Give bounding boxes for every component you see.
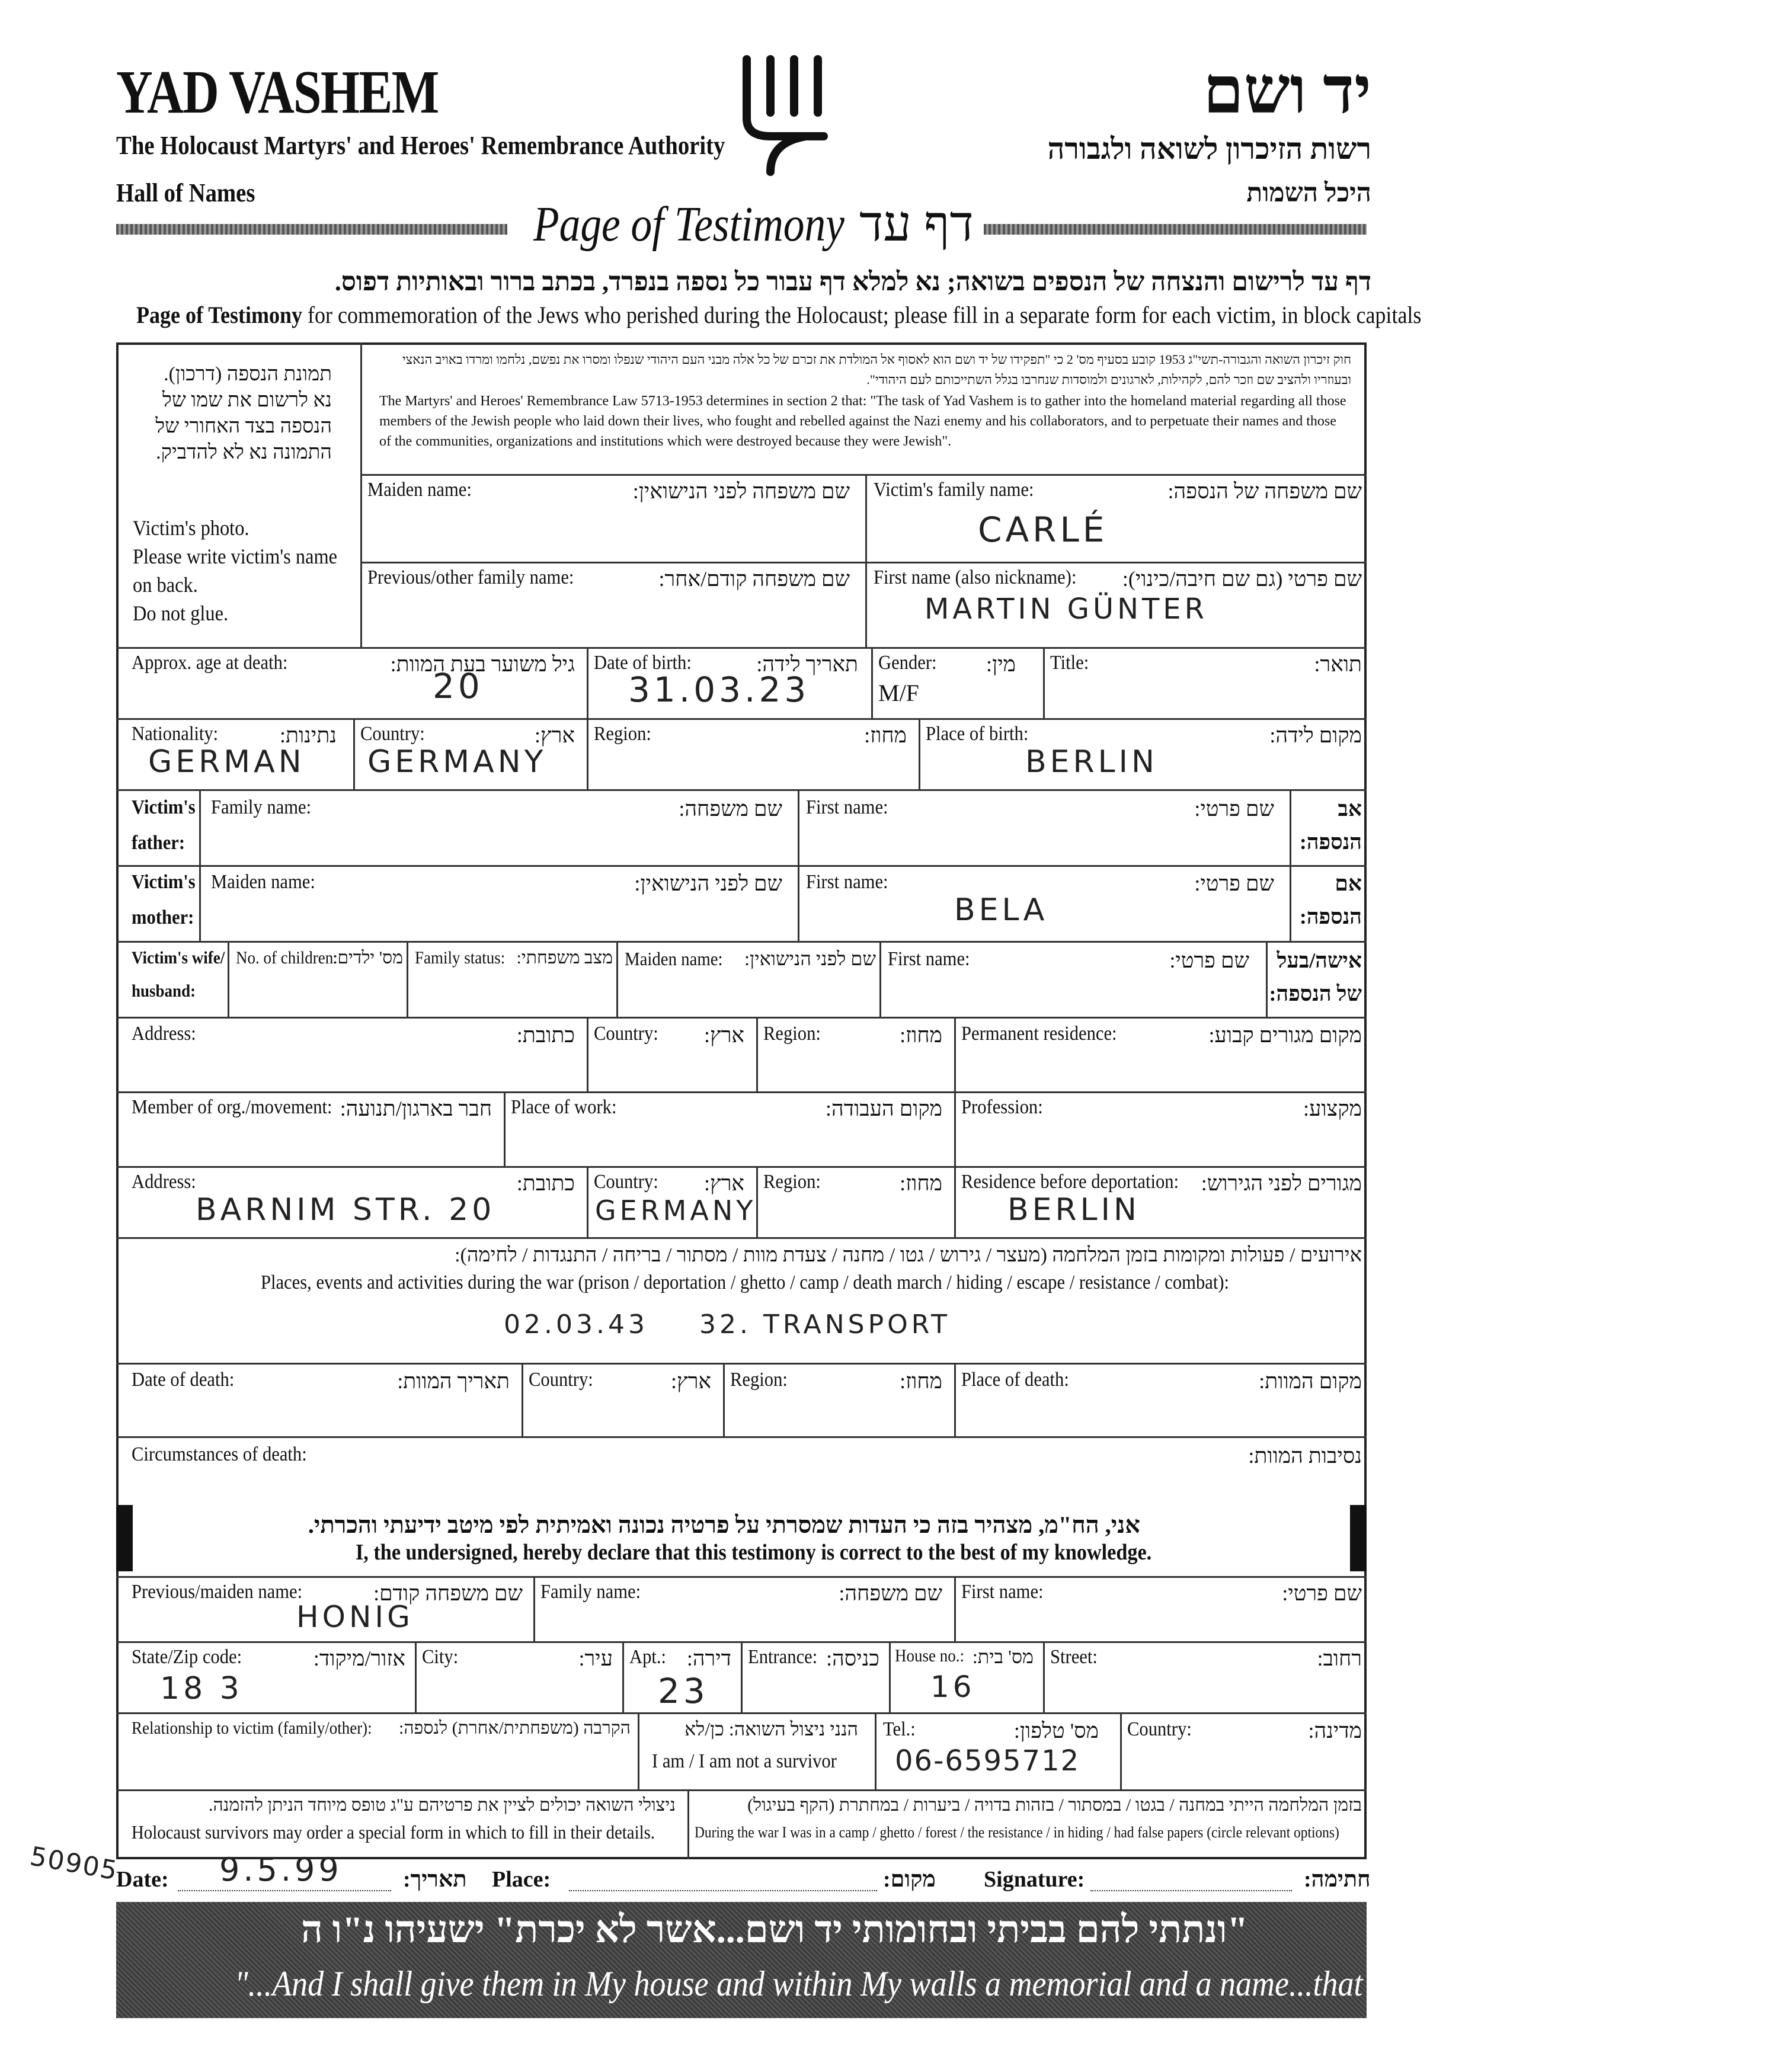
family-status-label: Family status: <box>415 948 506 968</box>
house-value[interactable]: 16 <box>930 1670 975 1704</box>
survivor-note-en: Holocaust survivors may order a special form in which to fill in their details. <box>132 1821 655 1843</box>
col-divider <box>415 1641 417 1712</box>
nationality-value[interactable]: GERMAN <box>148 744 305 780</box>
country-value[interactable]: GERMANY <box>367 744 547 780</box>
perm-residence-label: Permanent residence: <box>961 1023 1117 1045</box>
row-divider <box>116 647 1367 649</box>
mother-maiden-label: Maiden name: <box>211 871 315 893</box>
pob-label: Place of birth: <box>926 723 1029 745</box>
col-divider <box>798 789 799 941</box>
col-divider <box>954 1166 956 1237</box>
signer-first-label: First name: <box>961 1581 1044 1603</box>
mother-first-label: First name: <box>806 871 888 893</box>
col-divider <box>875 1712 876 1789</box>
member-label-he: חבר בארגון/תנועה: <box>340 1097 492 1120</box>
maiden-name-label: Maiden name: <box>367 479 472 501</box>
signer-maiden-label: Previous/maiden name: <box>132 1581 303 1603</box>
victim-family-name-value[interactable]: CARLÉ <box>978 510 1108 550</box>
org-name-he: יד ושם <box>1203 55 1371 127</box>
age-label: Approx. age at death: <box>132 652 288 674</box>
photo-instructions-en-1: Victim's photo. <box>133 516 249 540</box>
family-name-label: Victim's family name: <box>874 479 1034 501</box>
zip-label: State/Zip code: <box>132 1646 242 1668</box>
col-divider <box>756 1166 758 1237</box>
law-text-en: The Martyrs' and Heroes' Remembrance Law 5713-1953 determines in section 2 that: "The task of Yad Vashem is to gather into the homeland material regarding all those members of the Jewish people who laid down their lives, who fought and rebelled against the Nazi enemy and his collaborators, and to perpetuate their names and those of the communities, organizations and institutions which were destroyed because they were Jewish". <box>379 393 1346 449</box>
col-divider <box>723 1363 725 1436</box>
address-label: Address: <box>132 1023 196 1045</box>
mother-maiden-label-he: שם לפני הנישואין: <box>634 872 782 895</box>
mother-label-he-1: אם <box>1335 872 1362 895</box>
age-label-he: גיל משוער בעת המוות: <box>390 652 575 676</box>
city-label: City: <box>422 1646 459 1668</box>
page-title: Page of Testimony <box>533 197 844 252</box>
war-note-he: בזמן המלחמה הייתי במחנה / בגטו / במסתור / בזהות בדויה / ביערות / במחתרת (הקף בעיגול) <box>747 1795 1362 1815</box>
nationality-label: Nationality: <box>132 723 219 745</box>
street-label: Street: <box>1050 1646 1098 1668</box>
col-divider <box>616 941 618 1017</box>
children-label-he: מס' ילדים: <box>332 948 403 968</box>
profession-label: Profession: <box>961 1096 1043 1118</box>
address-label-he: כתובת: <box>516 1023 575 1047</box>
first-name-label-he: שם פרטי (גם שם חיבה/כינוי): <box>1122 567 1362 591</box>
survivor-label-en: I am / I am not a survivor <box>652 1750 837 1772</box>
col-divider <box>954 1576 956 1641</box>
mother-first-label-he: שם פרטי: <box>1194 872 1274 895</box>
children-label: No. of children: <box>236 948 338 968</box>
photo-instructions-en-4: Do not glue. <box>133 601 229 625</box>
photo-instructions-en-3: on back. <box>133 573 198 597</box>
row-divider <box>116 1091 1367 1093</box>
scripture-banner <box>116 1902 1785 2018</box>
circumstances-label: Circumstances of death: <box>132 1443 307 1465</box>
gender-label-he: מין: <box>986 652 1016 676</box>
signature-label: Signature: <box>984 1867 1085 1892</box>
relationship-label-he: הקרבה (משפחתית/אחרת) לנספה: <box>399 1718 631 1738</box>
wife-label-he-1: אישה/בעל <box>1277 949 1362 972</box>
row-divider <box>116 941 1367 943</box>
family-name-label-he: שם משפחה של הנספה: <box>1167 479 1362 503</box>
row-divider <box>116 865 1367 867</box>
entrance-label: Entrance: <box>748 1646 818 1668</box>
events-label-en: Places, events and activities during the war (prison / deportation / ghetto / camp / death march / hiding / escape / resistance / combat): <box>261 1272 1230 1293</box>
col-divider <box>919 718 920 789</box>
dod-label-he: תאריך המוות: <box>397 1369 510 1393</box>
tel-value[interactable]: 06-6595712 <box>895 1744 1080 1778</box>
dep-country-value[interactable]: GERMANY <box>595 1194 757 1226</box>
father-first-label-he: שם פרטי: <box>1194 797 1274 821</box>
dep-residence-value[interactable]: BERLIN <box>1007 1192 1140 1228</box>
apt-label-he: דירה: <box>686 1647 731 1670</box>
region-label: Region: <box>594 723 651 745</box>
col-divider <box>879 941 881 1017</box>
signer-maiden-value[interactable]: HONIG <box>296 1600 414 1634</box>
row-divider <box>116 1237 1367 1239</box>
country-label: Country: <box>360 723 425 745</box>
photo-instructions-he: תמונת הנספה (דרכון). נא לרשום את שמו של הנספה בצד האחורי של התמונה נא לא להדביק. <box>155 363 332 463</box>
col-divider <box>622 1641 624 1712</box>
death-country-label: Country: <box>529 1369 593 1391</box>
signer-country-label: Country: <box>1127 1718 1192 1740</box>
place-label: Place: <box>492 1867 551 1892</box>
col-divider <box>587 647 588 718</box>
father-label-2: father: <box>132 832 185 854</box>
col-divider <box>741 1641 743 1712</box>
margin-number: 50905 <box>27 1841 121 1887</box>
pod-label-he: מקום המוות: <box>1259 1369 1362 1393</box>
col-divider <box>1043 647 1045 718</box>
col-divider <box>865 474 867 647</box>
address-region-label-he: מחוז: <box>900 1023 942 1047</box>
signer-family-label-he: שם משפחה: <box>839 1581 942 1605</box>
col-divider <box>1043 1641 1045 1712</box>
mother-label-he-2: הנספה: <box>1299 905 1362 928</box>
col-divider <box>587 1017 588 1091</box>
dob-label-he: תאריך לידה: <box>756 652 858 676</box>
col-divider <box>360 342 362 647</box>
col-divider <box>687 1789 689 1859</box>
col-divider <box>871 647 873 718</box>
survivor-note-he: ניצולי השואה יכולים לציין את פרטיהם ע"ג טופס מיוחד הניתן להזמנה. <box>209 1795 676 1815</box>
declaration-en: I, the undersigned, hereby declare that this testimony is correct to the best of my knowledge. <box>356 1540 1152 1565</box>
member-label: Member of org./movement: <box>132 1096 332 1118</box>
pod-label: Place of death: <box>961 1369 1069 1391</box>
date-label-he: תאריך: <box>403 1867 467 1892</box>
maiden-name-label-he: שם משפחה לפני הנישואין: <box>632 479 850 503</box>
death-region-label: Region: <box>730 1369 788 1391</box>
apt-label: Apt.: <box>629 1646 667 1668</box>
relationship-label: Relationship to victim (family/other): <box>132 1718 372 1738</box>
nationality-label-he: נתינות: <box>280 723 337 747</box>
entrance-label-he: כניסה: <box>826 1647 879 1670</box>
city-label-he: עיר: <box>578 1647 613 1670</box>
first-name-label: First name (also nickname): <box>874 566 1077 588</box>
spouse-first-label-he: שם פרטי: <box>1169 949 1249 972</box>
intro-en: Page of Testimony for commemoration of the Jews who perished during the Holocaust; please fill in a separate form for each victim, in block capitals <box>136 302 1422 328</box>
spouse-first-label: First name: <box>888 948 970 970</box>
event-transport-value[interactable]: 32. TRANSPORT <box>699 1309 951 1340</box>
col-divider <box>638 1712 639 1789</box>
pob-label-he: מקום לידה: <box>1269 723 1362 747</box>
org-name-en: YAD VASHEM <box>116 58 439 126</box>
col-divider <box>954 1091 956 1166</box>
age-value[interactable]: 20 <box>433 666 484 706</box>
gender-value[interactable]: M/F <box>878 680 919 706</box>
org-subtitle-en: The Holocaust Martyrs' and Heroes' Remembrance Authority <box>116 131 725 160</box>
death-country-label-he: ארץ: <box>670 1369 711 1393</box>
house-label: House no.: <box>895 1646 964 1666</box>
signer-maiden-label-he: שם משפחה קודם: <box>373 1581 523 1605</box>
victim-first-name-value[interactable]: MARTIN GÜNTER <box>925 593 1208 626</box>
dob-label: Date of birth: <box>594 652 692 674</box>
address-country-label-he: ארץ: <box>703 1023 744 1047</box>
signer-family-label: Family name: <box>540 1581 641 1603</box>
address-country-label: Country: <box>594 1023 658 1045</box>
signature-label-he: חתימה: <box>1304 1867 1371 1892</box>
father-label-1: Victim's <box>132 796 196 818</box>
col-divider <box>407 941 408 1017</box>
street-label-he: רחוב: <box>1317 1647 1362 1670</box>
row-divider <box>116 1576 1367 1578</box>
col-divider <box>756 1017 758 1091</box>
signature-underline <box>1090 1890 1292 1891</box>
apt-value[interactable]: 23 <box>658 1671 709 1711</box>
col-divider <box>353 718 355 789</box>
dob-value[interactable]: 31.03.23 <box>628 670 810 710</box>
dod-label: Date of death: <box>132 1369 235 1391</box>
row-divider <box>362 474 1367 476</box>
wife-label-2: husband: <box>132 981 196 1001</box>
family-status-label-he: מצב משפחתי: <box>516 948 613 968</box>
previous-name-label-he: שם משפחה קודם/אחר: <box>658 567 850 591</box>
row-divider <box>116 1166 1367 1168</box>
dep-region-label: Region: <box>763 1171 821 1193</box>
date-underline <box>178 1890 391 1891</box>
col-divider <box>1290 789 1291 941</box>
dep-address-label: Address: <box>132 1171 196 1193</box>
row-divider <box>116 1436 1367 1438</box>
row-divider <box>116 1363 1367 1365</box>
row-divider <box>116 1789 1367 1791</box>
gender-label: Gender: <box>878 652 937 674</box>
circumstances-label-he: נסיבות המוות: <box>1248 1444 1362 1468</box>
page-title-he: דף עד <box>859 197 974 252</box>
law-text-he: חוק זיכרון השואה והגבורה-תשי"ג 1953 קובע בסעיף מס' 2 כי "תפקידו של יד ושם הוא לאסוף אל המולדת את זכרם של כל אלה מבני העם היהודי שנפלו ומסרו את נפשם, נלחמו ומרדו באויב הנאצי ובעוזריו ולהציב שם וזכר להם, לקהילות, לארגונים ולמוסדות שנחרבו בגלל השתייכותם לעם היהודי". <box>402 352 1351 387</box>
row-divider <box>116 718 1367 720</box>
region-label-he: מחוז: <box>864 723 907 747</box>
dep-country-label: Country: <box>594 1171 658 1193</box>
row-divider <box>116 1017 1367 1019</box>
war-note-en: During the war I was in a camp / ghetto / forest / the resistance / in hiding / had false papers (circle relevant options) <box>695 1824 1339 1841</box>
wife-label-he-2: של הנספה: <box>1269 982 1362 1005</box>
col-divider <box>199 789 201 941</box>
row-divider <box>116 789 1367 791</box>
title-label: Title: <box>1050 652 1089 674</box>
death-region-label-he: מחוז: <box>900 1369 942 1393</box>
place-label-he: מקום: <box>883 1867 936 1892</box>
tel-label: Tel.: <box>883 1718 916 1740</box>
signer-country-label-he: מדינה: <box>1308 1719 1362 1743</box>
photo-instructions-en-2: Please write victim's name <box>133 545 338 568</box>
father-label-he-2: הנספה: <box>1299 830 1362 854</box>
dep-residence-label-he: מגורים לפני הגירוש: <box>1201 1171 1362 1195</box>
dep-address-label-he: כתובת: <box>516 1171 575 1195</box>
col-divider <box>889 1641 891 1712</box>
father-label-he-1: אב <box>1338 797 1362 821</box>
wife-label-1: Victim's wife/ <box>132 948 225 968</box>
spouse-maiden-label-he: שם לפני הנישואין: <box>744 948 876 969</box>
title-rule-left <box>116 224 507 235</box>
col-divider <box>533 1576 535 1641</box>
perm-residence-label-he: מקום מגורים קבוע: <box>1208 1023 1362 1047</box>
date-label: Date: <box>116 1867 169 1892</box>
yad-vashem-logo <box>735 47 842 178</box>
signer-first-label-he: שם פרטי: <box>1282 1581 1362 1605</box>
org-subtitle-he: רשות הזיכרון לשואה ולגבורה <box>1047 132 1371 165</box>
col-divider <box>1120 1712 1122 1789</box>
survivor-label-he: הנני ניצול השואה: כן/לא <box>684 1718 858 1740</box>
work-label: Place of work: <box>511 1096 617 1118</box>
dep-address-value[interactable]: BARNIM STR. 20 <box>196 1192 495 1228</box>
country-label-he: ארץ: <box>534 723 575 747</box>
father-family-label: Family name: <box>211 796 312 818</box>
mother-first-value[interactable]: BELA <box>954 892 1048 928</box>
banner-quote-en: "...And I shall give them in My house and within My walls a memorial and a name...that shall not be cut off" Isaiah, 56:5 <box>235 1964 1785 2003</box>
tel-label-he: מס' טלפון: <box>1013 1719 1099 1743</box>
pob-value[interactable]: BERLIN <box>1025 744 1158 780</box>
date-value[interactable]: 9.5.99 <box>219 1851 343 1888</box>
hall-name-en: Hall of Names <box>116 178 255 207</box>
banner-quote-he: "ונתתי להם בביתי ובחומותי יד ושם...אשר לא יכרת" ישעיהו נ"ו ה <box>300 1908 1248 1951</box>
col-divider <box>1266 941 1268 1017</box>
col-divider <box>504 1091 506 1166</box>
father-family-label-he: שם משפחה: <box>679 797 782 821</box>
work-label-he: מקום העבודה: <box>826 1097 942 1120</box>
col-divider <box>587 1166 588 1237</box>
declaration-bar-left <box>116 1505 133 1571</box>
mother-label-1: Victim's <box>132 871 196 893</box>
row-divider <box>116 1712 1367 1714</box>
title-label-he: תואר: <box>1314 652 1362 676</box>
house-label-he: מס' בית: <box>972 1646 1034 1667</box>
row-divider <box>362 562 1367 563</box>
address-region-label: Region: <box>763 1023 821 1045</box>
father-first-label: First name: <box>806 796 888 818</box>
zip-label-he: אזור/מיקוד: <box>313 1647 405 1670</box>
intro-he: דף עד לרישום והנצחה של הנספים בשואה; נא למלא דף עבור כל נספה בנפרד, בכתב ברור ובאותיות דפוס. <box>334 267 1371 296</box>
dep-residence-label: Residence before deportation: <box>961 1171 1179 1193</box>
spouse-maiden-label: Maiden name: <box>625 948 723 969</box>
declaration-bar-right <box>1350 1505 1367 1571</box>
col-divider <box>522 1363 523 1436</box>
place-underline <box>569 1890 877 1891</box>
col-divider <box>587 718 588 789</box>
col-divider <box>228 941 229 1017</box>
zip-value[interactable]: 18 3 <box>160 1671 243 1706</box>
title-rule-right <box>984 224 1367 235</box>
col-divider <box>954 1363 956 1436</box>
mother-label-2: mother: <box>132 907 194 928</box>
dep-country-label-he: ארץ: <box>703 1171 744 1195</box>
declaration-he: אני, הח"מ, מצהיר בזה כי העדות שמסרתי על פרטיה נכונה ואמיתית לפי מיטב ידיעתי והכרתי. <box>308 1511 1140 1538</box>
event-date-value[interactable]: 02.03.43 <box>504 1309 648 1340</box>
dep-region-label-he: מחוז: <box>900 1171 942 1195</box>
previous-name-label: Previous/other family name: <box>367 566 574 588</box>
events-label-he: אירועים / פעולות ומקומות בזמן המלחמה (מעצר / גירוש / גטו / מחנה / צעדת מוות / מסתור / בריחה / התנגדות / לחימה): <box>455 1244 1362 1266</box>
col-divider <box>954 1017 956 1091</box>
profession-label-he: מקצוע: <box>1303 1097 1362 1120</box>
hall-name-he: היכל השמות <box>1246 178 1371 207</box>
